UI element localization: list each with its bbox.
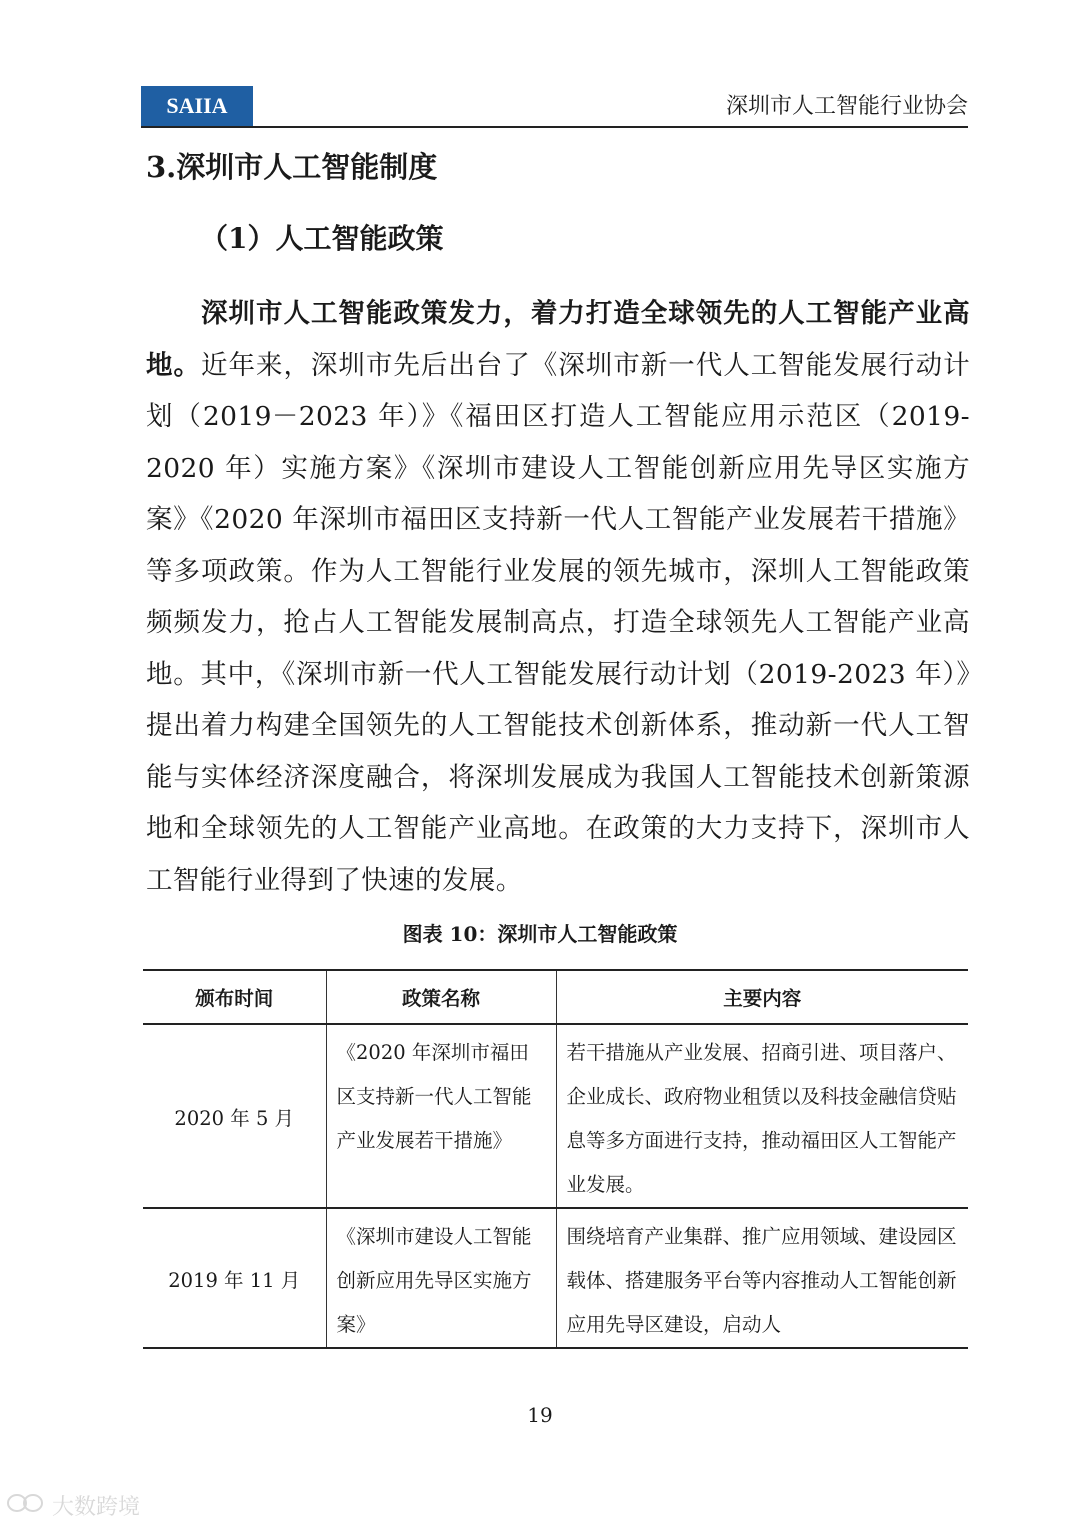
body-paragraph	[146, 288, 970, 906]
column-header-date: 颁布时间	[143, 970, 326, 1024]
column-header-policy-name: 政策名称	[326, 970, 556, 1024]
cell-date: 2020 年 5 月	[143, 1024, 326, 1208]
section-title: 3.深圳市人工智能制度	[146, 150, 438, 184]
table-caption: 图表 10：深圳市人工智能政策	[402, 922, 678, 946]
page-number: 19	[527, 1403, 553, 1427]
organization-name: 深圳市人工智能行业协会	[725, 94, 968, 119]
cell-content: 围绕培育产业集群、推广应用领域、建设园区载体、搭建服务平台等内容推动人工智能创新应用先导区建设，启动人	[556, 1208, 968, 1348]
table-row	[143, 1024, 968, 1208]
table-header-row	[143, 970, 968, 1024]
cell-policy-name: 《深圳市建设人工智能创新应用先导区实施方案》	[326, 1208, 556, 1348]
watermark-logo-icon	[6, 1492, 46, 1520]
column-header-content: 主要内容	[556, 970, 968, 1024]
page-header	[141, 86, 968, 128]
saiia-logo: SAIIA	[141, 86, 253, 126]
policy-table	[143, 969, 968, 1349]
watermark-text: 大数跨境	[52, 1495, 141, 1520]
cell-date: 2019 年 11 月	[143, 1208, 326, 1348]
subsection-title: （1）人工智能政策	[200, 222, 444, 255]
cell-policy-name: 《2020 年深圳市福田区支持新一代人工智能产业发展若干措施》	[326, 1024, 556, 1208]
paragraph-body: 近年来，深圳市先后出台了《深圳市新一代人工智能发展行动计划（2019－2023 年）》《福田区打造人工智能应用示范区（2019-2020 年）实施方案》《深圳市建设人工智能创新应用先导区实施方案》《2020 年深圳市福田区支持新一代人工智能产业发展若干措施》等多项政策。作为人工智能行业发展的领先城市，深圳人工智能政策频频发力，抢占人工智能发展制高点，打造全球领先人工智能产业高地。其中，《深圳市新一代人工智能发展行动计划（2019-2023 年）》提出着力构建全国领先的人工智能技术创新体系，推动新一代人工智能与实体经济深度融合，将深圳发展成为我国人工智能技术创新策源地和全球领先的人工智能产业高地。在政策的大力支持下，深圳市人工智能行业得到了快速的发展。	[146, 349, 970, 896]
watermark	[6, 1490, 140, 1521]
table-row	[143, 1208, 968, 1348]
cell-content: 若干措施从产业发展、招商引进、项目落户、企业成长、政府物业租赁以及科技金融信贷贴息等多方面进行支持，推动福田区人工智能产业发展。	[556, 1024, 968, 1208]
paragraph-lead: 深圳市人工智能政策发力，着力打造全球领先的人工智能产业高地。	[146, 298, 970, 381]
